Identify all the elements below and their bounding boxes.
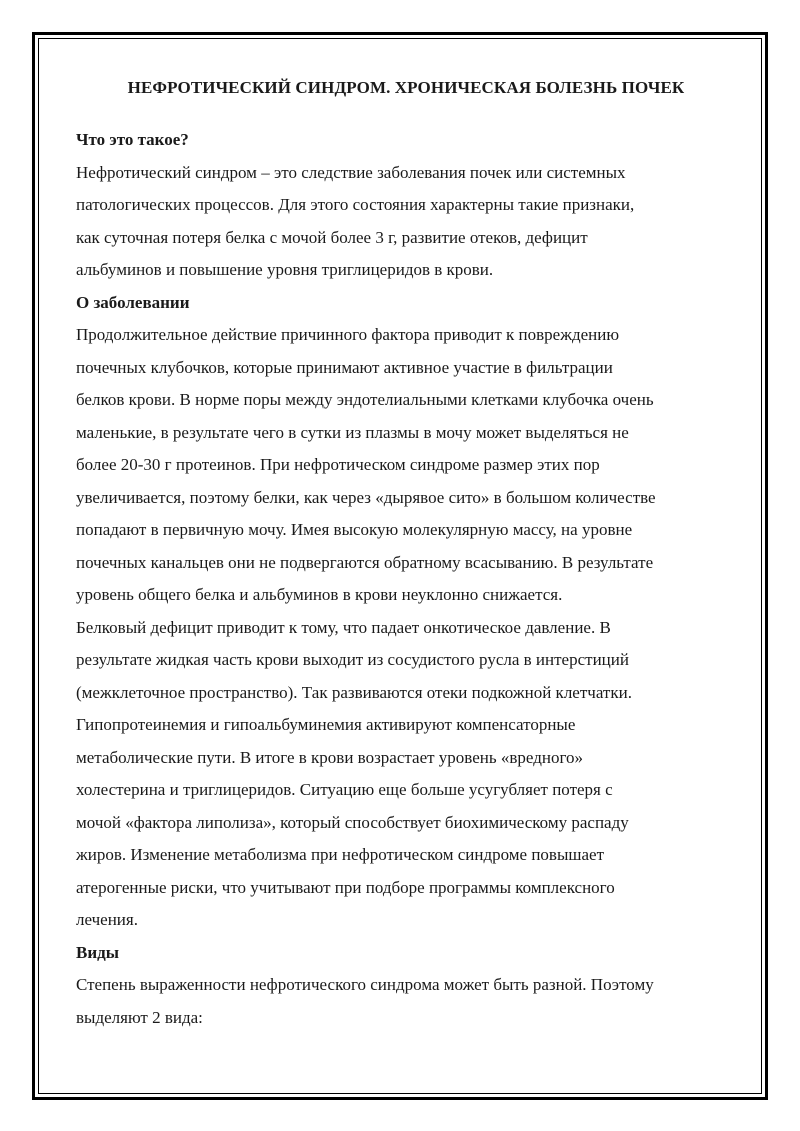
paragraph-line: результате жидкая часть крови выходит из сосудистого русла в интерстиций <box>76 650 629 669</box>
paragraph-line: альбуминов и повышение уровня триглицеридов в крови. <box>76 260 494 279</box>
paragraph-line: выделяют 2 вида: <box>76 1007 203 1027</box>
paragraph-line: (межклеточное пространство). Так развиваются отеки подкожной клетчатки. <box>76 682 632 702</box>
section-heading: О заболевании <box>76 292 190 312</box>
document-section <box>76 124 736 287</box>
paragraph <box>76 969 736 1034</box>
paragraph-line: почечных канальцев они не подвергаются обратному всасыванию. В результате <box>76 552 654 572</box>
paragraph-line: увеличивается, поэтому белки, как через «дырявое сито» в большом количестве <box>76 487 656 507</box>
paragraph <box>76 319 736 612</box>
paragraph-line: Продолжительное действие причинного фактора приводит к повреждению <box>76 325 620 344</box>
paragraph-line: жиров. Изменение метаболизма при нефротическом синдроме повышает <box>76 845 604 864</box>
paragraph-line: уровень общего белка и альбуминов в крови неуклонно снижается. <box>76 585 563 604</box>
document-section <box>76 937 736 1035</box>
paragraph <box>76 157 736 287</box>
paragraph <box>76 612 736 710</box>
paragraph-line: мочой «фактора липолиза», который способствует биохимическому распаду <box>76 812 629 832</box>
section-heading: Виды <box>76 942 120 962</box>
paragraph-line: почечных клубочков, которые принимают активное участие в фильтрации <box>76 357 613 377</box>
paragraph <box>76 709 736 937</box>
paragraph-line: попадают в первичную мочу. Имея высокую молекулярную массу, на уровне <box>76 520 633 539</box>
paragraph-line: патологических процессов. Для этого состояния характерны такие признаки, <box>76 195 635 214</box>
paragraph-line: метаболические пути. В итоге в крови возрастает уровень «вредного» <box>76 747 584 767</box>
document-sections <box>76 124 736 1034</box>
paragraph-line: лечения. <box>76 910 138 929</box>
paragraph-line: Степень выраженности нефротического синдрома может быть разной. Поэтому <box>76 975 654 994</box>
paragraph-line: Гипопротеинемия и гипоальбуминемия активируют компенсаторные <box>76 715 576 734</box>
paragraph-line: маленькие, в результате чего в сутки из плазмы в мочу может выделяться не <box>76 422 629 442</box>
paragraph-line: как суточная потеря белка с мочой более 3 г, развитие отеков, дефицит <box>76 227 588 247</box>
paragraph-line: белков крови. В норме поры между эндотелиальными клетками клубочка очень <box>76 390 654 409</box>
section-heading: Что это такое? <box>76 130 189 149</box>
document-section <box>76 287 736 937</box>
document-body <box>76 76 736 1034</box>
paragraph-line: Нефротический синдром – это следствие заболевания почек или системных <box>76 162 626 182</box>
paragraph-line: Белковый дефицит приводит к тому, что падает онкотическое давление. В <box>76 617 611 637</box>
paragraph-line: более 20-30 г протеинов. При нефротическом синдроме размер этих пор <box>76 455 600 474</box>
document-title: НЕФРОТИЧЕСКИЙ СИНДРОМ. ХРОНИЧЕСКАЯ БОЛЕЗНЬ ПОЧЕК <box>127 78 685 97</box>
paragraph-line: атерогенные риски, что учитывают при подборе программы комплексного <box>76 877 615 897</box>
paragraph-line: холестерина и триглицеридов. Ситуацию еще больше усугубляет потеря с <box>76 780 613 799</box>
